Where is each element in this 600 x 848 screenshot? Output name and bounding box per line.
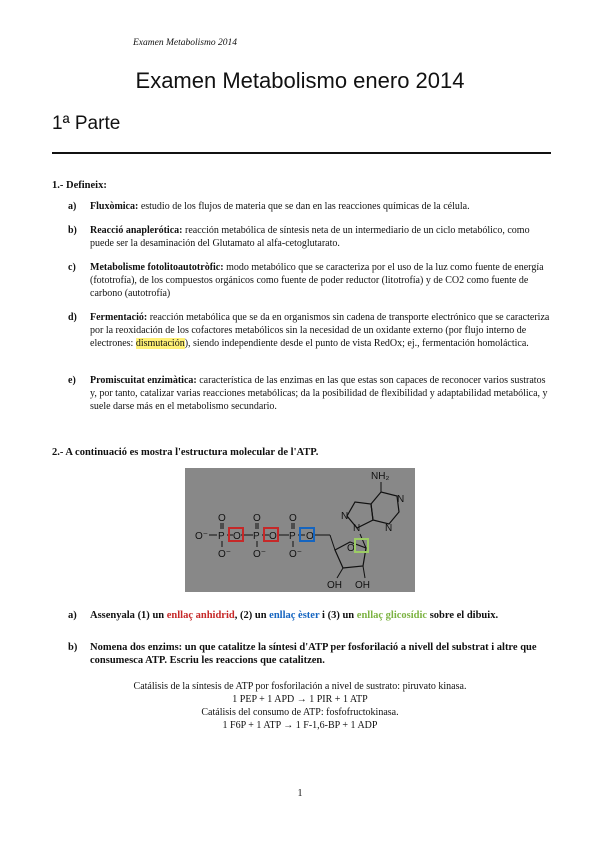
definition: característica de las enzimas en las que estas son capaces de reconocer varios sustratos y, por tanto, catalizar varias reacciones metabólicas; da la posibilidad de flexibilidad y adaptabilidad metabólica, y suele darse más en el metabolismo secundario. — [90, 375, 548, 412]
o-label: O — [218, 513, 226, 524]
marker-2: (2) — [239, 610, 253, 621]
page-title: Examen Metabolismo enero 2014 — [135, 68, 465, 93]
text: un — [339, 610, 357, 621]
q2-heading: 2.- A continuació es mostra l'estructura molecular de l'ATP. — [52, 447, 319, 458]
n-label: N — [397, 494, 405, 505]
definition-start: reacción metabólica que se da en organismos sin cadena de transporte electrónico que se caracteriza por la reoxidación de los cofactores metabólicos sin la necesidad de un oxidante externo (por flujo interno de electrones: — [90, 312, 550, 349]
nh2-label: NH₂ — [371, 471, 390, 482]
o-minus-label: O⁻ — [195, 531, 209, 542]
term: Metabolisme fotolitoautotròfic: — [90, 262, 224, 273]
answer-line: 1 F6P + 1 ATP → 1 F-1,6-BP + 1 ADP — [222, 720, 378, 731]
definition: reacción metabólica de síntesis neta de un intermediario de un ciclo metabólico, como puede ser la desaminación del Glutamato al alfa-cetoglutarato. — [90, 225, 530, 249]
n-label: N — [341, 511, 349, 522]
q2-item-b — [52, 641, 552, 669]
o-label: O — [269, 531, 277, 542]
text: Assenyala — [90, 610, 138, 621]
o-minus-label: O⁻ — [253, 549, 267, 560]
o-label: O — [233, 531, 241, 542]
item-label: a) — [68, 201, 77, 212]
q1-item-d — [52, 312, 552, 366]
n-label: N — [353, 523, 361, 534]
item-label: b) — [68, 642, 78, 653]
term: Reacció anaplerótica: — [90, 225, 183, 236]
q1-item-a — [52, 201, 552, 215]
running-header: Examen Metabolismo 2014 — [133, 38, 237, 48]
highlighted-word: dismutación — [135, 337, 185, 349]
oh-label: OH — [355, 580, 370, 591]
ribose-o-label: O — [347, 543, 355, 554]
o-minus-label: O⁻ — [218, 549, 232, 560]
item-label: d) — [68, 312, 77, 323]
text: un — [149, 610, 167, 621]
p-label: P — [253, 531, 260, 542]
term: Promiscuitat enzimàtica: — [90, 375, 197, 386]
page-number: 1 — [297, 788, 303, 799]
item-label: b) — [68, 225, 77, 236]
item-label: e) — [68, 375, 76, 386]
anhydride-term: enllaç anhidrid — [166, 610, 235, 621]
glycosidic-term: enllaç glicosídic — [356, 610, 428, 621]
question-text: Nomena dos enzims: un que catalitze la síntesi d'ATP per fosforilació a nivell del substrat i altre que consumesca ATP. Escriu les reaccions que catalitzen. — [90, 642, 537, 666]
term: Fluxòmica: — [90, 201, 139, 212]
item-label: c) — [68, 262, 76, 273]
answer-line: Catálisis de la síntesis de ATP por fosforilación a nivel de sustrato: piruvato kinasa. — [133, 681, 467, 692]
o-label: O — [306, 531, 314, 542]
q2-item-a — [52, 609, 552, 623]
q1-item-e — [52, 375, 552, 415]
p-label: P — [218, 531, 225, 542]
item-label: a) — [68, 610, 77, 621]
text: un — [252, 610, 270, 621]
definition: estudio de los flujos de materia que se dan en las reacciones químicas de la célula. — [138, 201, 470, 212]
text: sobre el dibuix. — [427, 610, 499, 621]
p-label: P — [289, 531, 296, 542]
definition-end: ), siendo independiente desde el punto de vista RedOx; ej., fermentación homoláctica. — [184, 337, 529, 349]
q1-heading: 1.- Defineix: — [52, 180, 107, 191]
part-heading: 1ª Parte — [52, 113, 121, 134]
text: , — [234, 610, 240, 621]
n-label: N — [385, 523, 393, 534]
oh-label: OH — [327, 580, 342, 591]
o-label: O — [289, 513, 297, 524]
o-label: O — [253, 513, 261, 524]
divider — [52, 152, 551, 154]
marker-1: (1) — [137, 610, 150, 621]
atp-structure-figure — [185, 468, 415, 592]
o-minus-label: O⁻ — [289, 549, 303, 560]
atp-molecule-drawing — [185, 468, 415, 592]
q1-item-b — [52, 225, 552, 253]
text: i — [319, 610, 328, 621]
marker-3: (3) — [327, 610, 340, 621]
q1-item-c — [52, 262, 552, 302]
answer-line: Catálisis del consumo de ATP: fosfofructokinasa. — [201, 707, 399, 718]
term: Fermentació: — [90, 312, 148, 323]
answer-line: 1 PEP + 1 APD → 1 PIR + 1 ATP — [232, 694, 368, 705]
definition: modo metabólico que se caracteriza por el uso de la luz como fuente de energía (fototrofía), de los compuestos orgánicos como fuente de poder reductor (litotrofía) y de CO2 como fuente de carbono (autotrofía) — [90, 262, 544, 299]
ester-term: enllaç èster — [269, 610, 320, 621]
